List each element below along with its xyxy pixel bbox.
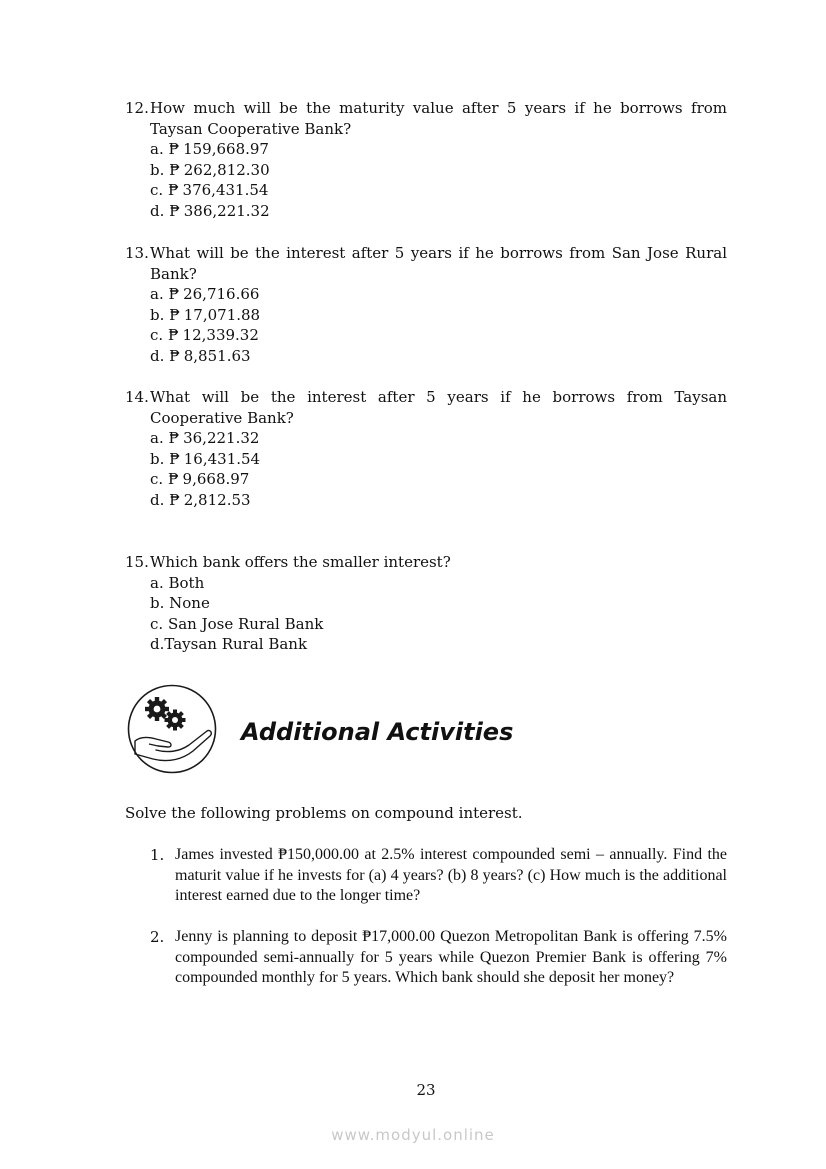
page-number: 23 <box>416 1081 436 1099</box>
option-value: 8,851.63 <box>183 346 251 365</box>
option-a <box>150 428 727 449</box>
option-value: 262,812.30 <box>183 160 270 179</box>
option-value: Taysan Rural Bank <box>164 635 308 654</box>
question-number: 14. <box>125 388 149 406</box>
section-header <box>127 684 627 776</box>
options-list <box>125 428 727 510</box>
option-label: d. <box>150 201 165 220</box>
option-label: a. <box>150 285 164 304</box>
option-value: 159,668.97 <box>183 140 269 159</box>
section-intro: Solve the following problems on compound interest. <box>125 804 523 822</box>
problem-number: 2. <box>150 928 165 946</box>
option-value: None <box>169 594 210 613</box>
option-value: 376,431.54 <box>182 181 269 200</box>
option-label: c. <box>150 181 164 200</box>
option-c <box>150 614 727 635</box>
peso-sign: ₱ <box>167 181 179 200</box>
question-12 <box>125 98 727 222</box>
option-label: d. <box>150 490 165 509</box>
watermark: www.modyul.online <box>331 1126 495 1144</box>
option-d <box>150 201 727 222</box>
option-label: a. <box>150 429 164 448</box>
option-label: c. <box>150 470 164 489</box>
problem-text: Jenny is planning to deposit ₱17,000.00 Quezon Metropolitan Bank is offering 7.5% compounded semi-annually for 5 years while Quezon Premier Bank is offering 7% compounded monthly for 5 years. Which bank should she deposit her money? <box>175 928 727 987</box>
peso-sign: ₱ <box>169 346 180 365</box>
option-a <box>150 284 727 305</box>
option-value: 2,812.53 <box>183 490 251 509</box>
option-c <box>150 469 727 490</box>
option-d <box>150 490 727 511</box>
question-text: How much will be the maturity value after 5 years if he borrows from Taysan Cooperative Bank? <box>150 99 727 138</box>
problem-text: James invested ₱150,000.00 at 2.5% interest compounded semi – annually. Find the maturit value if he invests for (a) 4 years? (b) 8 years? (c) How much is the additional interest earned due to the longer time? <box>175 846 727 905</box>
option-value: 12,339.32 <box>182 326 259 345</box>
question-stem <box>125 243 727 284</box>
question-text: What will be the interest after 5 years if he borrows from Taysan Cooperative Bank? <box>150 388 727 427</box>
option-label: b. <box>150 594 165 613</box>
option-value: 26,716.66 <box>183 285 260 304</box>
option-label: d. <box>150 635 165 654</box>
option-b <box>150 305 727 326</box>
question-13 <box>125 243 727 367</box>
option-value: San Jose Rural Bank <box>167 614 324 633</box>
question-text: Which bank offers the smaller interest? <box>150 553 451 571</box>
problem-1 <box>150 845 727 907</box>
option-value: 16,431.54 <box>183 449 261 468</box>
question-number: 13. <box>125 244 149 262</box>
options-list <box>125 139 727 221</box>
option-d <box>150 634 727 655</box>
option-d <box>150 346 727 367</box>
problem-2 <box>150 927 727 989</box>
option-a <box>150 139 727 160</box>
peso-sign: ₱ <box>169 305 180 324</box>
option-b <box>150 449 727 470</box>
option-label: a. <box>150 573 164 592</box>
question-stem <box>125 98 727 139</box>
option-label: b. <box>150 160 165 179</box>
problem-number: 1. <box>150 846 165 864</box>
peso-sign: ₱ <box>167 326 179 345</box>
peso-sign: ₱ <box>169 201 180 220</box>
peso-sign: ₱ <box>168 140 180 159</box>
option-a <box>150 573 727 594</box>
peso-sign: ₱ <box>169 490 180 509</box>
question-text: What will be the interest after 5 years if he borrows from San Jose Rural Bank? <box>150 244 727 283</box>
peso-sign: ₱ <box>169 160 180 179</box>
option-value: Both <box>168 573 205 592</box>
option-label: c. <box>150 614 164 633</box>
option-c <box>150 180 727 201</box>
options-list <box>125 284 727 366</box>
option-value: 17,071.88 <box>183 305 261 324</box>
options-list <box>125 573 727 655</box>
option-b <box>150 160 727 181</box>
question-number: 15. <box>125 553 149 571</box>
question-14 <box>125 387 727 511</box>
option-label: a. <box>150 140 164 159</box>
gears-in-hand-icon <box>127 684 217 774</box>
question-number: 12. <box>125 99 149 117</box>
option-label: d. <box>150 346 165 365</box>
question-stem <box>125 552 727 573</box>
option-c <box>150 325 727 346</box>
peso-sign: ₱ <box>167 470 179 489</box>
section-title: Additional Activities <box>241 718 514 746</box>
question-15 <box>125 552 727 655</box>
option-value: 386,221.32 <box>183 201 270 220</box>
option-label: b. <box>150 305 165 324</box>
option-label: c. <box>150 326 164 345</box>
option-label: b. <box>150 449 165 468</box>
option-value: 9,668.97 <box>182 470 250 489</box>
peso-sign: ₱ <box>169 449 180 468</box>
peso-sign: ₱ <box>168 429 180 448</box>
question-stem <box>125 387 727 428</box>
peso-sign: ₱ <box>168 285 180 304</box>
option-value: 36,221.32 <box>183 429 260 448</box>
option-b <box>150 593 727 614</box>
